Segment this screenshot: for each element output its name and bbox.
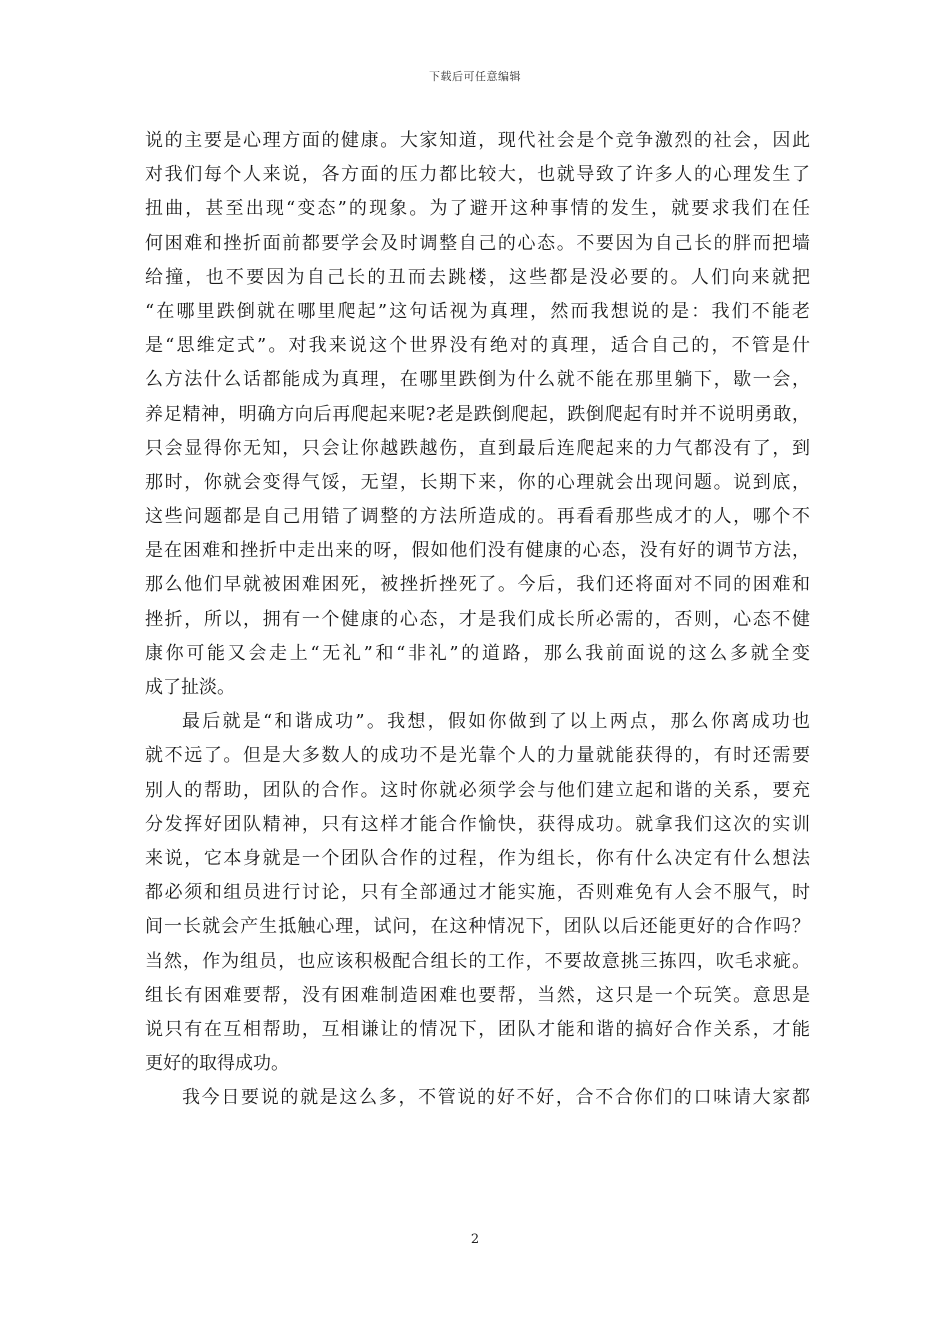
text-line: 么方法什么话都能成为真理，在哪里跌倒为什么就不能在那里躺下，歇一会， [145, 369, 810, 391]
text-line: 挫折，所以，拥有一个健康的心态，才是我们成长所必需的，否则，心态不健 [145, 608, 810, 630]
text-line: 说的主要是心理方面的健康。大家知道，现代社会是个竞争激烈的社会，因此 [145, 130, 810, 151]
body-text [145, 124, 810, 1115]
text-line: 当然，作为组员，也应该积极配合组长的工作，不要故意挑三拣四，吹毛求疵。 [145, 950, 810, 972]
text-line: 间一长就会产生抵触心理，试问，在这种情况下，团队以后还能更好的合作吗？ [145, 916, 810, 938]
paragraph-first-line: 最后就是“和谐成功”。我想，假如你做到了以上两点，那么你离成功也 [182, 711, 810, 733]
text-line: 给撞，也不要因为自己长的丑而去跳楼，这些都是没必要的。人们向来就把 [145, 266, 810, 288]
text-line: 成了扯淡。 [145, 677, 235, 698]
text-line: 那时，你就会变得气馁，无望，长期下来，你的心理就会出现问题。说到底， [145, 471, 810, 493]
page-header: 下载后可任意编辑 [429, 70, 521, 83]
text-line: 来说，它本身就是一个团队合作的过程，作为组长，你有什么决定有什么想法 [145, 847, 810, 869]
text-line: 是在困难和挫折中走出来的呀，假如他们没有健康的心态，没有好的调节方法， [145, 540, 810, 562]
text-line: 康你可能又会走上“无礼”和“非礼”的道路，那么我前面说的这么多就全变 [145, 642, 810, 664]
text-line: 就不远了。但是大多数人的成功不是光靠个人的力量就能获得的，有时还需要 [145, 745, 810, 767]
text-line: 那么他们早就被困难困死，被挫折挫死了。今后，我们还将面对不同的困难和 [145, 574, 810, 596]
text-line: 都必须和组员进行讨论，只有全部通过才能实施，否则难免有人会不服气，时 [145, 882, 810, 904]
text-line: “在哪里跌倒就在哪里爬起”这句话视为真理，然而我想说的是：我们不能老 [145, 300, 810, 322]
text-line: 是“思维定式”。对我来说这个世界没有绝对的真理，适合自己的，不管是什 [145, 335, 810, 357]
text-line: 这些问题都是自己用错了调整的方法所造成的。再看看那些成才的人，哪个不 [145, 506, 810, 528]
text-line: 对我们每个人来说，各方面的压力都比较大，也就导致了许多人的心理发生了 [145, 164, 810, 186]
paragraph-first-line: 我今日要说的就是这么多，不管说的好不好，合不合你们的口味请大家都 [182, 1087, 810, 1109]
text-line: 说只有在互相帮助，互相谦让的情况下，团队才能和谐的搞好合作关系，才能 [145, 1018, 810, 1040]
text-line: 养足精神，明确方向后再爬起来呢?老是跌倒爬起，跌倒爬起有时并不说明勇敢， [145, 403, 810, 425]
text-line: 何困难和挫折面前都要学会及时调整自己的心态。不要因为自己长的胖而把墙 [145, 232, 810, 254]
text-line: 更好的取得成功。 [145, 1053, 289, 1075]
page-number: 2 [470, 1232, 480, 1247]
text-line: 扭曲，甚至出现“变态”的现象。为了避开这种事情的发生，就要求我们在任 [145, 198, 810, 220]
text-line: 只会显得你无知，只会让你越跌越伤，直到最后连爬起来的力气都没有了，到 [145, 437, 810, 459]
text-line: 别人的帮助，团队的合作。这时你就必须学会与他们建立起和谐的关系，要充 [145, 779, 810, 801]
text-line: 组长有困难要帮，没有困难制造困难也要帮，当然，这只是一个玩笑。意思是 [145, 984, 810, 1006]
text-line: 分发挥好团队精神，只有这样才能合作愉快，获得成功。就拿我们这次的实训 [145, 813, 810, 835]
